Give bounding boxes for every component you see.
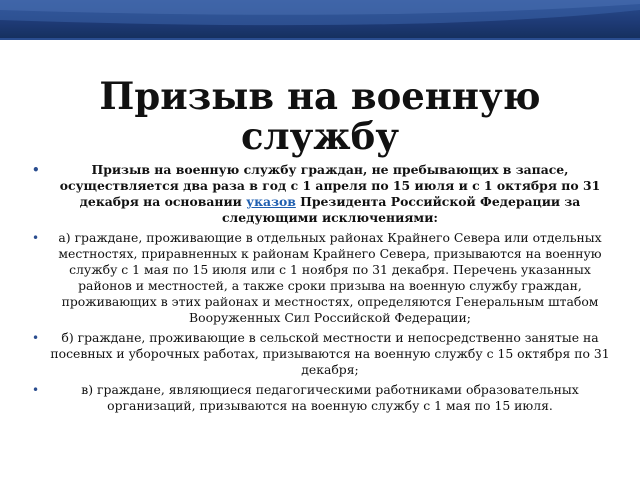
list-item-text: в) граждане, являющиеся педагогическими работниками образовательных организаций, призываются на военную службу с 1 мая по 15 июля.: [81, 382, 579, 413]
bullet-icon: •: [32, 231, 40, 245]
list-item-b: [30, 330, 610, 378]
bullet-icon: •: [32, 163, 40, 177]
list-item-text: б) граждане, проживающие в сельской местности и непосредственно занятые на посевных и уборочных работах, призываются на военную службу с 15 октября по 31 декабря;: [50, 330, 610, 377]
bullet-icon: •: [32, 331, 40, 345]
bullet-icon: •: [32, 383, 40, 397]
slide-title: Призыв на военную службу: [99, 74, 541, 158]
list-item-a: [30, 230, 610, 326]
lead-text-before: Призыв на военную службу граждан, не пребывающих в запасе, осуществляется два раза в год с 1 апреля по 15 июля и с 1 октября по 31 декабря на основании: [59, 162, 601, 209]
header-decoration: [0, 0, 640, 38]
decrees-link[interactable]: указов: [246, 194, 296, 209]
list-item-c: [30, 382, 610, 414]
bullet-list: [30, 162, 610, 414]
header-band: [0, 0, 640, 38]
header-divider: [0, 38, 640, 40]
lead-text-after: Президента Российской Федерации за следующими исключениями:: [222, 194, 581, 225]
list-item-lead: [30, 162, 610, 226]
list-item-text: а) граждане, проживающие в отдельных районах Крайнего Севера или отдельных местностях, приравненных к районам Крайнего Севера, призываются на военную службу с 1 мая по 15 июля или с 1 ноября по 31 декабря. Перечень указанных районов и местностей, а также сроки призыва на военную службу граждан, проживающих в этих районах и местностях, определяются Генеральным штабом Вооруженных Сил Российской Федерации;: [58, 230, 602, 325]
slide-content: [30, 162, 610, 418]
